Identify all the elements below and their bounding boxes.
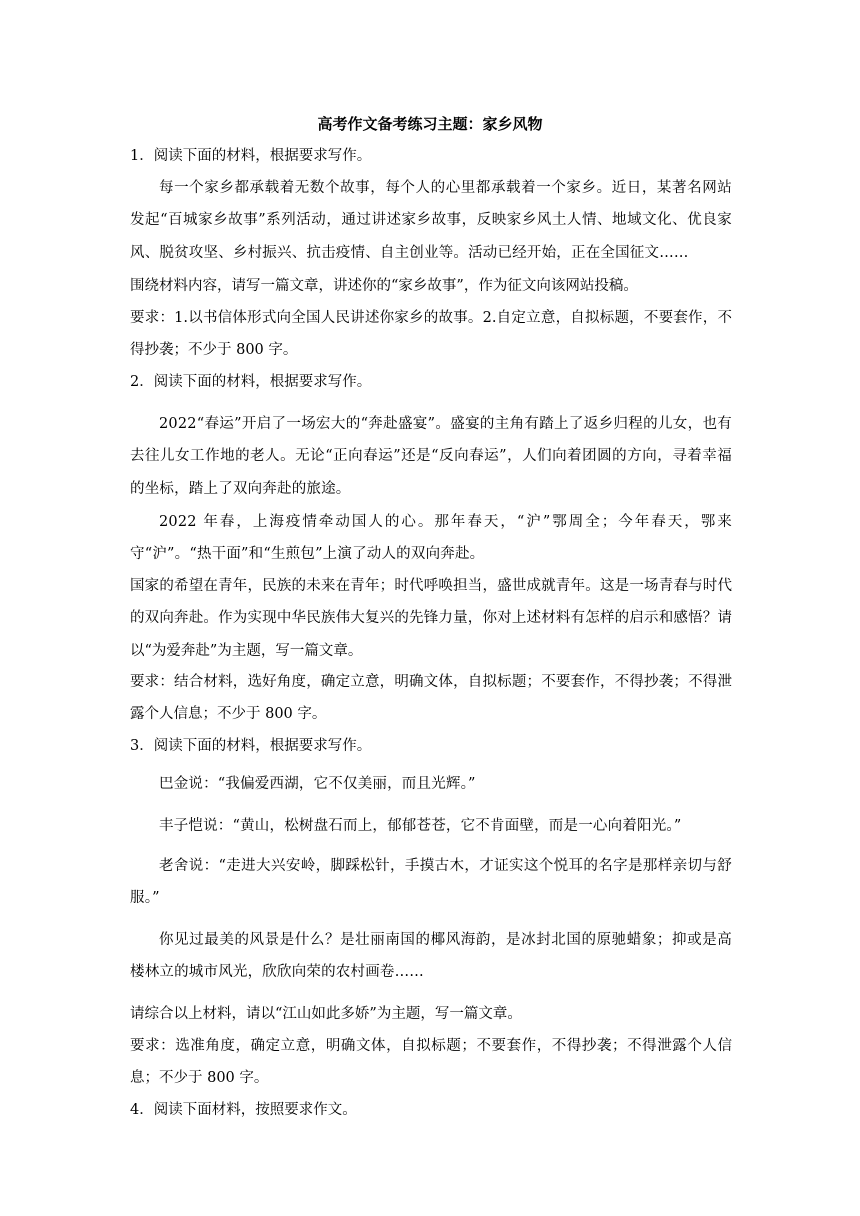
q3-quote3: 老舍说：“走进大兴安岭，脚踩松针，手摸古木，才证实这个悦耳的名字是那样亲切与舒服。” [130,858,732,907]
q1-material: 每一个家乡都承载着无数个故事，每个人的心里都承载着一个家乡。近日，某著名网站发起“百城家乡故事”系列活动，通过讲述家乡故事，反映家乡风土人情、地域文化、优良家风、脱贫攻坚、乡村振兴、抗击疫情、自主创业等。活动已经开始，正在全国征文…… [130,180,732,261]
q3-heading: 3．阅读下面的材料，根据要求写作。 [130,738,372,754]
q3-para: 你见过最美的风景是什么？是壮丽南国的椰风海韵，是冰封北国的原驰蜡象；抑或是高楼林立的城市风光，欣欣向荣的农村画卷…… [130,932,732,981]
q4-heading: 4．阅读下面材料，按照要求作文。 [130,1102,357,1118]
q2-para2: 2022 年春，上海疫情牵动国人的心。那年春天，“沪”鄂周全；今年春天，鄂来守“沪”。“热干面”和“生煎包”上演了动人的双向奔赴。 [130,514,732,563]
q1-task: 围绕材料内容，请写一篇文章，讲述你的“家乡故事”，作为征文向该网站投稿。 [130,278,638,294]
q3-quote2: 丰子恺说：“黄山，松树盘石而上，郁郁苍苍，它不肯面壁，而是一心向着阳光。” [159,818,682,834]
page-title: 高考作文备考练习主题：家乡风物 [317,115,543,133]
q3-quote1: 巴金说：“我偏爱西湖，它不仅美丽，而且光辉。” [159,776,476,792]
q3-task: 请综合以上材料，请以“江山如此多娇”为主题，写一篇文章。 [130,1006,522,1022]
q1-heading: 1．阅读下面的材料，根据要求写作。 [130,148,372,164]
q2-task: 国家的希望在青年，民族的未来在青年；时代呼唤担当，盛世成就青年。这是一场青春与时代的双向奔赴。作为实现中华民族伟大复兴的先锋力量，你对上述材料有怎样的启示和感悟？请以“为爱奔赴”为主题，写一篇文章。 [130,578,732,659]
q2-para1: 2022“春运”开启了一场宏大的“奔赴盛宴”。盛宴的主角有踏上了返乡归程的儿女，也有去往儿女工作地的老人。无论“正向春运”还是“反向春运”，人们向着团圆的方向，寻着幸福的坐标，踏上了双向奔赴的旅途。 [130,416,732,497]
q2-requirement: 要求：结合材料，选好角度，确定立意，明确文体，自拟标题；不要套作，不得抄袭；不得泄露个人信息；不少于 800 字。 [130,674,732,723]
q3-requirement: 要求：选准角度，确定立意，明确文体，自拟标题；不要套作，不得抄袭；不得泄露个人信息；不少于 800 字。 [130,1038,732,1087]
q1-requirement: 要求：1.以书信体形式向全国人民讲述你家乡的故事。2.自定立意，自拟标题，不要套作，不得抄袭；不少于 800 字。 [130,310,732,359]
q2-heading: 2．阅读下面的材料，根据要求写作。 [130,374,372,390]
